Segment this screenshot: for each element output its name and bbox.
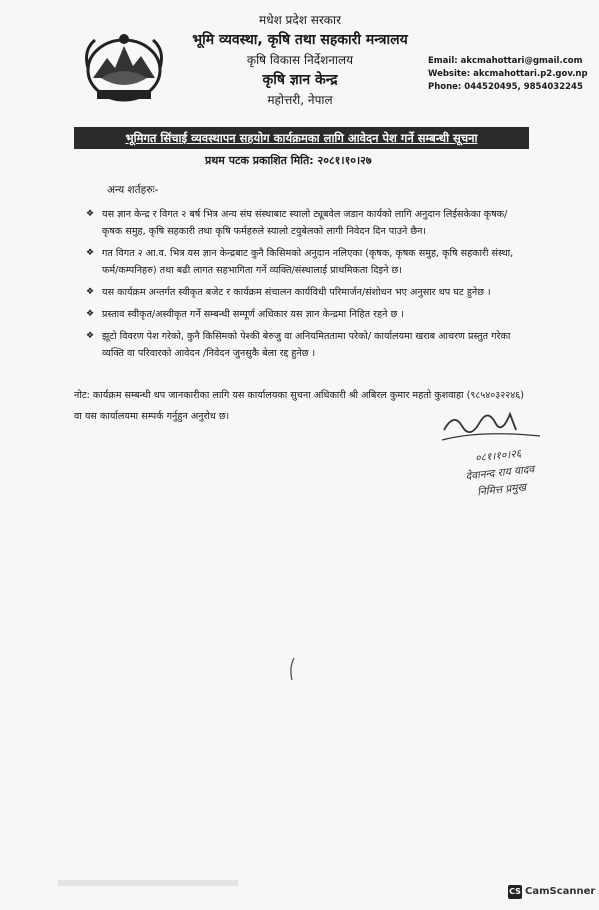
notice-title: भूमिगत सिंचाई व्यवस्थापन सहयोग कार्यक्रमका लागि आवेदन पेश गर्ने सम्बन्धी सूचना — [74, 127, 529, 149]
contact-note: नोट: कार्यक्रम सम्बन्धी थप जानकारीका लागि यस कार्यालयका सुचना अधिकारी श्री अबिरल कुमार महतो कुशवाहा (९८५४०३२२४६) वा यस कार्यालयमा सम्पर्क गर्नुहुन अनुरोध छ। — [74, 390, 524, 422]
diamond-bullet-icon: ❖ — [86, 248, 95, 258]
camscanner-text: CamScanner — [525, 886, 596, 897]
camscanner-logo-icon: CS — [508, 885, 522, 899]
signature-designation: निमित्त प्रमुख — [476, 481, 527, 499]
condition-text: प्रस्ताव स्वीकृत/अस्वीकृत गर्ने सम्बन्धी सम्पूर्ण अधिकार यस ज्ञान केन्द्रमा निहित रहने छ । — [102, 309, 404, 320]
diamond-bullet-icon: ❖ — [86, 309, 95, 319]
diamond-bullet-icon: ❖ — [86, 209, 95, 219]
diamond-bullet-icon: ❖ — [86, 331, 95, 341]
condition-item — [86, 206, 526, 240]
condition-text: झूटो विवरण पेश गरेको, कुनै किसिमको पेश्की बेरुजु वा अनियमिततामा परेको/ कार्यालयमा खराब आचरण प्रस्तुत गरेका व्यक्ति वा परिवारको आवेदन /निवेदन जुनसुकै बेला रद्द हुनेछ । — [102, 331, 511, 359]
condition-item — [86, 306, 526, 323]
contact-website: Website: akcmahottari.p2.gov.np — [428, 69, 588, 79]
signature-date: ०८१।१०।२६ — [474, 447, 522, 465]
condition-text: यस ज्ञान केन्द्र र विगत २ बर्ष भित्र अन्य संघ संस्थाबाट स्यालो ट्यूबवेल जडान कार्यको लागि अनुदान लिईसकेका कृषक/ कृषक समुह, कृषि सहकारी तथा कृषि फर्महरुले स्यालो टयुबेलको लागी निवेदन दिन पाउने छैन। — [102, 209, 508, 237]
header-line-3: कृषि विकास निर्देशनालय — [246, 53, 354, 67]
conditions-list — [86, 206, 526, 367]
condition-text: गत विगत २ आ.व. भित्र यस ज्ञान केन्द्रबाट कुनै किसिमको अनुदान नलिएका (कृषक, कृषक समुह, कृषि सहकारी संस्था, फर्म/कम्पनिहरु) तथा बढी लागत सहभागिता गर्ने व्यक्ति/संस्थालाई प्राथमिकता दिइने छ। — [102, 248, 514, 276]
header-line-5: महोत्तरी, नेपाल — [267, 93, 333, 107]
office-header — [175, 10, 425, 110]
stray-pen-mark — [288, 656, 296, 682]
contact-email: Email: akcmahottari@gmail.com — [428, 56, 583, 66]
published-date: प्रथम पटक प्रकाशित मिति: २०८१।१०।२७ — [205, 154, 372, 167]
scan-smudge — [58, 880, 238, 886]
nepal-emblem-icon — [83, 30, 165, 106]
camscanner-watermark — [508, 885, 595, 899]
signature-name: देवानन्द राय यादव — [465, 463, 535, 483]
diamond-bullet-icon: ❖ — [86, 287, 95, 297]
conditions-heading: अन्य शर्तहरुः- — [107, 184, 159, 196]
contact-phone: Phone: 044520495, 9854032245 — [428, 82, 583, 92]
condition-item — [86, 284, 526, 301]
header-line-1: मधेश प्रदेश सरकार — [259, 13, 341, 27]
header-line-4: कृषि ज्ञान केन्द्र — [262, 72, 338, 88]
header-line-2: भूमि व्यवस्था, कृषि तथा सहकारी मन्त्रालय — [192, 32, 408, 48]
condition-text: यस कार्यक्रम अन्तर्गत स्वीकृत बजेट र कार्यक्रम संचालन कार्यविधी परिमार्जन/संशोधन भए अनुसार थप घट हुनेछ । — [102, 287, 491, 298]
condition-item — [86, 328, 526, 362]
condition-item — [86, 245, 526, 279]
contact-block — [428, 55, 588, 94]
